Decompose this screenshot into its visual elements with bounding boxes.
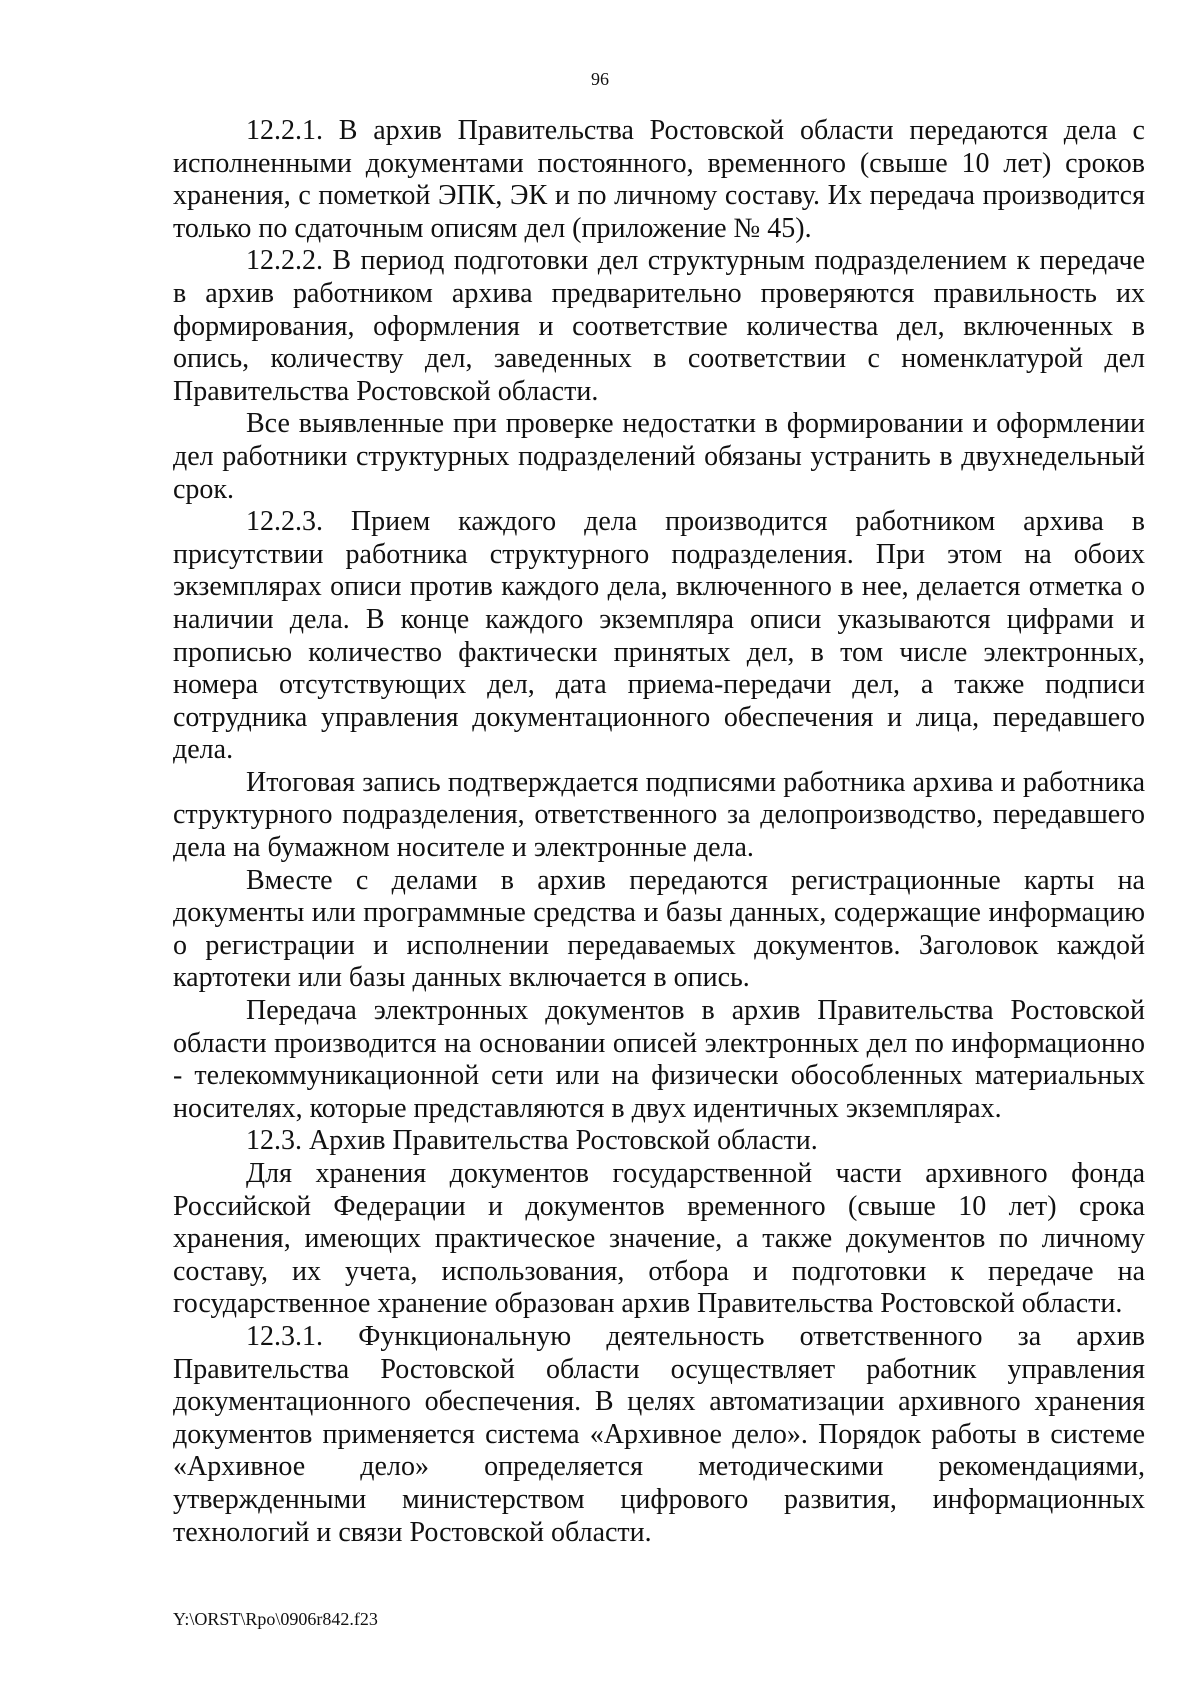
paragraph-12-2-1: 12.2.1. В архив Правительства Ростовской области передаются дела с исполненными документами постоянного, временного (свыше 10 лет) сроков хранения, с пометкой ЭПК, ЭК и по личному составу. Их передача производится только по сдаточным описям дел (приложение № 45). [173,115,1145,244]
page-number: 96 [591,69,609,89]
paragraph-archive-purpose: Для хранения документов государственной части архивного фонда Российской Федерации и документов временного (свыше 10 лет) срока хранения, имеющих практическое значение, а также документов по личному составу, их учета, использования, отбора и подготовки к передаче на государственное хранение образован архив Правительства Ростовской области. [173,1158,1145,1320]
paragraph-12-3-1: 12.3.1. Функциональную деятельность ответственного за архив Правительства Ростовской области осуществляет работник управления документационного обеспечения. В целях автоматизации архивного хранения документов применяется система «Архивное дело». Порядок работы в системе «Архивное дело» определяется методическими рекомендациями, утвержденными министерством цифрового развития, информационных технологий и связи Ростовской области. [173,1320,1145,1548]
paragraph-registration-cards: Вместе с делами в архив передаются регистрационные карты на документы или программные средства и базы данных, содержащие информацию о регистрации и исполнении передаваемых документов. Заголовок каждой картотеки или базы данных включается в опись. [173,864,1145,994]
paragraph-12-2-2: 12.2.2. В период подготовки дел структурным подразделением к передаче в архив работником архива предварительно проверяются правильность их формирования, оформления и соответствие количества дел, включенных в опись, количеству дел, заведенных в соответствии с номенклатурой дел Правительства Ростовской области. [173,245,1145,407]
paragraph-final-record: Итоговая запись подтверждается подписями работника архива и работника структурного подразделения, ответственного за делопроизводство, передавшего дела на бумажном носителе и электронные дела. [173,766,1145,864]
paragraph-12-2-3: 12.2.3. Прием каждого дела производится работником архива в присутствии работника структурного подразделения. При этом на обоих экземплярах описи против каждого дела, включенного в нее, делается отметка о наличии дела. В конце каждого экземпляра описи указываются цифрами и прописью количество фактически принятых дел, в том числе электронных, номера отсутствующих дел, дата приема-передачи дел, а также подписи сотрудника управления документационного обеспечения и лица, передавшего дела. [173,506,1145,766]
section-heading-12-3: 12.3. Архив Правительства Ростовской области. [246,1125,818,1157]
document-body [173,115,1145,1549]
footer-file-path: Y:\ORST\Rpo\0906r842.f23 [173,1609,378,1629]
paragraph-defects-elimination: Все выявленные при проверке недостатки в формировании и оформлении дел работники структурных подразделений обязаны устранить в двухнедельный срок. [173,408,1145,505]
paragraph-electronic-transfer: Передача электронных документов в архив Правительства Ростовской области производится на основании описей электронных дел по информационно - телекоммуникационной сети или на физически обособленных материальных носителях, которые представляются в двух идентичных экземплярах. [173,995,1145,1124]
